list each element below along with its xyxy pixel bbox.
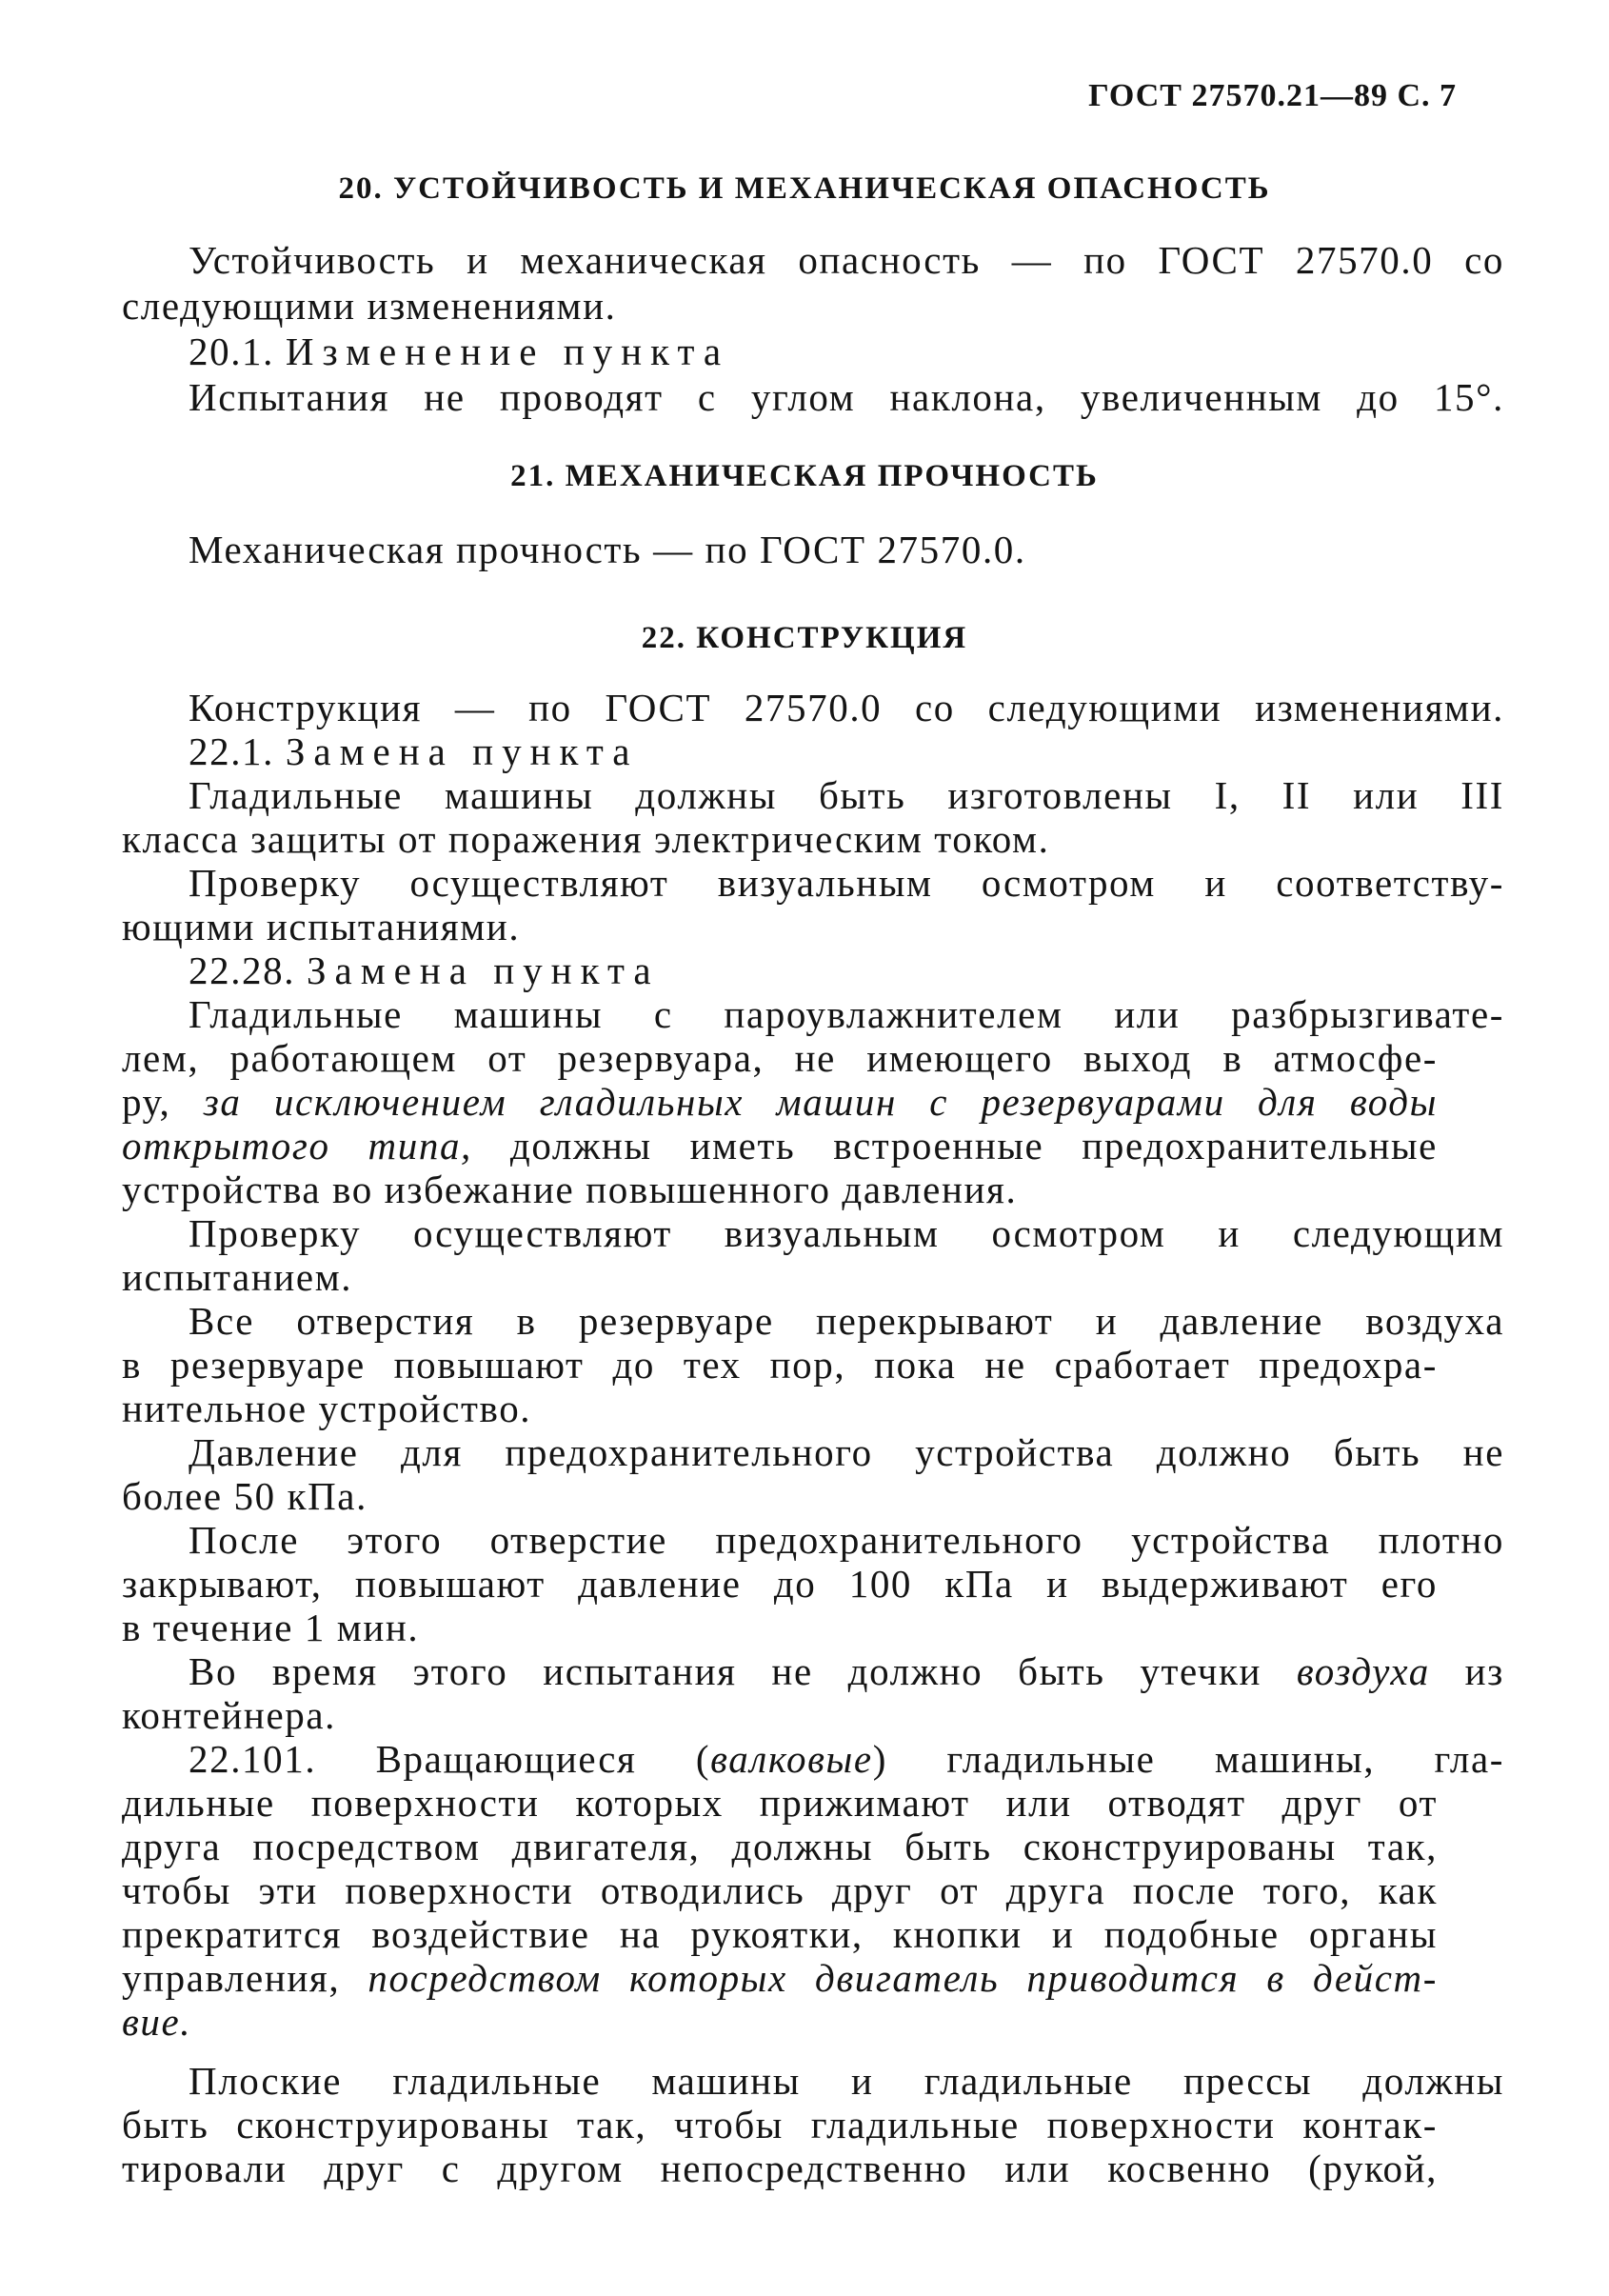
paragraph-line — [122, 1124, 1438, 1168]
italic-text-span: валковые — [710, 1737, 873, 1781]
paragraph-line: тировали друг с другом непосредственно или косвенно (рукой, — [122, 2146, 1438, 2190]
italic-text-span: за исключением гладильных машин с резервуарами для воды — [203, 1080, 1438, 1124]
text-span: управления, — [122, 1956, 341, 2000]
item-22-28-heading — [122, 948, 1504, 992]
paragraph-line: После этого отверстие предохранительного устройства плотно — [189, 1518, 1504, 1562]
italic-text-span: открытого типа, — [122, 1124, 472, 1168]
paragraph-line: дильные поверхности которых прижимают или отводят друг от — [122, 1781, 1438, 1825]
section-22-intro: Конструкция — по ГОСТ 27570.0 со следующими изменениями. — [189, 686, 1504, 729]
paragraph-line: в резервуаре повышают до тех пор, пока не сработает предохра- — [122, 1343, 1438, 1387]
item-22-1-number: 22.1. — [189, 729, 274, 773]
paragraph-line: Все отверстия в резервуаре перекрывают и давление воздуха — [189, 1299, 1504, 1343]
section-21-heading: 21. МЕХАНИЧЕСКАЯ ПРОЧНОСТЬ — [510, 459, 1099, 493]
italic-text-span: вие. — [122, 2000, 192, 2044]
paragraph-line: контейнера. — [122, 1693, 337, 1737]
item-20-1-number: 20.1. — [189, 329, 274, 373]
item-20-1-text: Испытания не проводят с углом наклона, увеличенным до 15°. — [189, 375, 1504, 419]
text-span: из — [1464, 1649, 1504, 1693]
paragraph-line: Гладильные машины должны быть изготовлены I, II или III — [189, 773, 1504, 817]
paragraph-line: ющими испытаниями. — [122, 905, 521, 948]
section-21-text: Механическая прочность — по ГОСТ 27570.0. — [189, 528, 1026, 571]
italic-text-span: посредством которых двигатель приводится в дейст- — [367, 1956, 1438, 2000]
paragraph-line: друга посредством двигателя, должны быть сконструированы так, — [122, 1825, 1438, 1868]
paragraph-line: Проверку осуществляют визуальным осмотром и соответству- — [189, 861, 1504, 905]
section-22-heading: 22. КОНСТРУКЦИЯ — [641, 621, 968, 655]
paragraph-line: класса защиты от поражения электрическим током. — [122, 817, 1050, 861]
text-span: ру, — [122, 1080, 171, 1124]
item-20-1-heading — [122, 329, 1504, 373]
text-span: должны иметь встроенные предохранительные — [509, 1124, 1438, 1168]
paragraph-line: лем, работающем от резервуара, не имеющего выход в атмосфе- — [122, 1036, 1438, 1080]
paragraph-line — [122, 2000, 1438, 2044]
paragraph-line: Проверку осуществляют визуальным осмотром и следующим — [189, 1211, 1504, 1255]
item-22-1-heading — [122, 729, 1504, 773]
paragraph-line — [122, 1080, 1438, 1124]
paragraph-line: Давление для предохранительного устройства должно быть не — [189, 1430, 1504, 1474]
paragraph-line — [122, 1649, 1504, 1693]
paragraph-line: испытанием. — [122, 1255, 353, 1299]
paragraph-line: нительное устройство. — [122, 1387, 532, 1430]
item-22-1-title: Замена пункта — [285, 729, 639, 773]
paragraph-line: Гладильные машины с пароувлажнителем или разбрызгивате- — [189, 992, 1504, 1036]
paragraph-line: чтобы эти поверхности отводились друг от друга после того, как — [122, 1868, 1438, 1912]
paragraph-line: в течение 1 мин. — [122, 1606, 420, 1649]
paragraph-line: более 50 кПа. — [122, 1474, 367, 1518]
section-20-heading: 20. УСТОЙЧИВОСТЬ И МЕХАНИЧЕСКАЯ ОПАСНОСТЬ — [338, 171, 1271, 206]
text-span: Во время этого испытания не должно быть утечки — [189, 1649, 1262, 1693]
paragraph-line: Плоские гладильные машины и гладильные прессы должны — [189, 2059, 1504, 2103]
section-20-paragraph-line: следующими изменениями. — [122, 284, 617, 328]
section-20-paragraph-line: Устойчивость и механическая опасность — по ГОСТ 27570.0 со — [189, 238, 1504, 282]
paragraph-line: устройства во избежание повышенного давления. — [122, 1168, 1018, 1211]
item-22-101-line — [122, 1737, 1504, 1781]
running-head: ГОСТ 27570.21—89 С. 7 — [1088, 78, 1457, 113]
text-span: ) гладильные машины, гла- — [872, 1737, 1504, 1781]
italic-text-span: воздуха — [1296, 1649, 1430, 1693]
paragraph-line: закрывают, повышают давление до 100 кПа и выдерживают его — [122, 1562, 1438, 1606]
paragraph-line: быть сконструированы так, чтобы гладильные поверхности контак- — [122, 2103, 1438, 2146]
item-22-28-title: Замена пункта — [306, 948, 660, 992]
paragraph-line — [122, 1956, 1438, 2000]
item-20-1-title: Изменение пункта — [285, 329, 730, 373]
item-22-28-number: 22.28. — [189, 948, 296, 992]
paragraph-line: прекратится воздействие на рукоятки, кнопки и подобные органы — [122, 1912, 1438, 1956]
text-span: 22.101. Вращающиеся ( — [189, 1737, 711, 1781]
